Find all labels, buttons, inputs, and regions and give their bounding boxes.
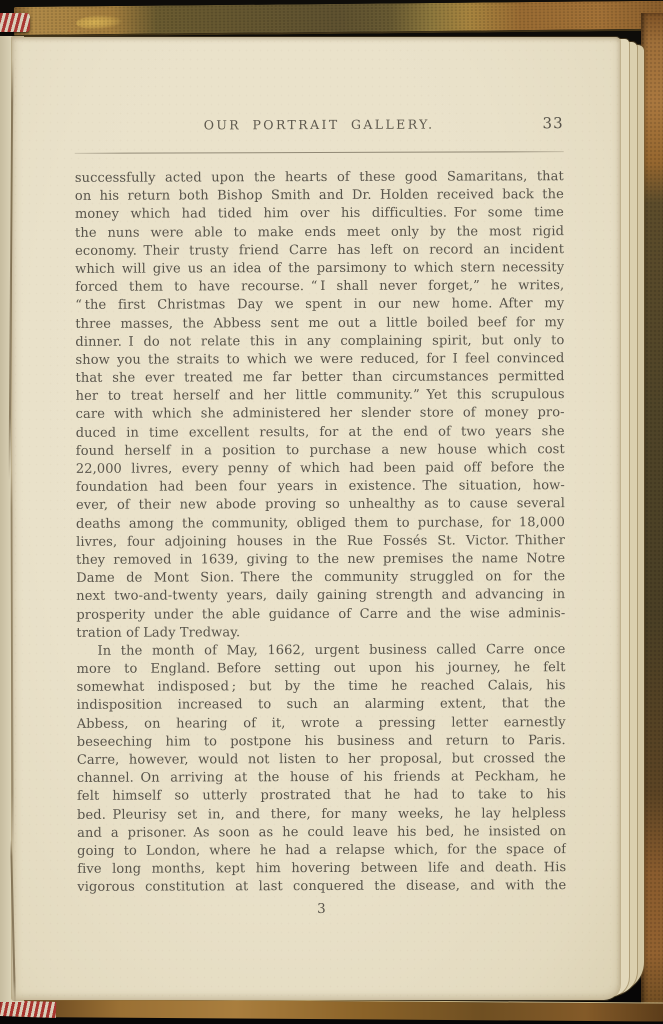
gilt-fleck [76, 14, 123, 30]
body-line: money which had tided him over his difficulties. For some time [74, 205, 564, 223]
body-line: “ the first Christmas Day we spent in our new home. After my [75, 296, 565, 314]
body-line: Dame de Mont Sion. There the community struggled on for the [76, 569, 566, 586]
body-line: Abbess, on hearing of it, wrote a pressing letter earnestly [76, 714, 566, 732]
book-tailband [0, 1000, 56, 1018]
page-text-block [75, 116, 567, 917]
body-line: economy. Their trusty friend Carre has left on record an incident [75, 241, 565, 259]
body-line: Carre, however, would not listen to her proposal, but crossed the [76, 751, 566, 768]
body-line: going to London, where he had a relapse which, for the space of [77, 842, 567, 859]
body-line: In the month of May, 1662, urgent business called Carre once [97, 642, 566, 659]
body-line: five long months, kept him hovering between life and death. His [77, 860, 567, 877]
signature-mark: 3 [317, 900, 327, 917]
body-line: successfully acted upon the hearts of these good Samaritans, that [74, 169, 564, 186]
body-line: beseeching him to postpone his business and return to Paris. [76, 732, 566, 750]
body-line: channel. On arriving at the house of his friends at Peckham, he [76, 769, 566, 787]
body-line: on his return both Bishop Smith and Dr. Holden received back the [74, 187, 564, 205]
body-line: deaths among the community, obliged them to purchase, for 18,000 [75, 514, 566, 532]
header-rule [75, 151, 564, 154]
body-line: felt himself so utterly prostrated that he had to take to his [76, 787, 566, 805]
body-line: ever, of their new abode proving so unhealthy as to cause several [75, 496, 565, 514]
body-line: foundation had been four years in existence. The situation, how- [75, 478, 565, 496]
book-top-edge [14, 1, 663, 37]
page-number: 33 [542, 114, 564, 133]
body-line: show you the straits to which we were reduced, for I feel convinced [75, 351, 565, 368]
body-line: the nuns were able to make ends meet only by the most rigid [74, 223, 565, 241]
body-line: 22,000 livres, every penny of which had been paid off before the [75, 460, 565, 477]
body-line: more to England. Before setting out upon his journey, he felt [76, 660, 566, 677]
body-line: found herself in a position to purchase a new house which cost [75, 441, 565, 459]
running-header-row [75, 116, 564, 134]
body-line: which will give us an idea of the parsimony to which stern necessity [75, 260, 565, 277]
body-line: livres, four adjoining houses in the Rue Fossés St. Victor. Thither [76, 532, 566, 550]
body-line: bed. Pleurisy set in, and there, for many weeks, he lay helpless [77, 805, 567, 823]
body-line: tration of Lady Tredway. [76, 624, 241, 641]
body-line: and a prisoner. As soon as he could leave his bed, he insisted on [77, 823, 567, 841]
body-line: prosperity under the able guidance of Carre and the wise adminis- [76, 605, 566, 623]
body-line: care with which she administered her slender store of money pro- [75, 405, 565, 423]
body-text [75, 168, 567, 897]
book-page [12, 37, 620, 1000]
body-line: that she ever treated me far better than circumstances permitted [75, 369, 565, 386]
body-line: vigorous constitution at last conquered the disease, and with the [77, 878, 567, 896]
book-right-cover [641, 13, 663, 1014]
running-header-title: OUR PORTRAIT GALLERY. [203, 116, 435, 133]
body-line: her to treat herself and her little community.” Yet this scrupulous [75, 387, 565, 405]
body-line: duced in time excellent results, for at the end of two years she [75, 423, 565, 441]
body-line: next two-and-twenty years, daily gaining strength and advancing in [76, 587, 566, 605]
body-line: they removed in 1639, giving to the new premises the name Notre [76, 551, 566, 568]
body-line: forced them to have recourse. “ I shall never forget,” he writes, [75, 278, 565, 295]
body-line: three masses, the Abbess sent me out a little boiled beef for my [75, 314, 565, 332]
book-headband [0, 13, 30, 32]
book-bottom-edge [16, 998, 663, 1022]
body-line: indisposition increased to such an alarming extent, that the [76, 696, 566, 714]
body-line: dinner. I do not relate this in any complaining spirit, but only to [75, 332, 565, 350]
body-line: somewhat indisposed ; but by the time he reached Calais, his [76, 678, 566, 696]
